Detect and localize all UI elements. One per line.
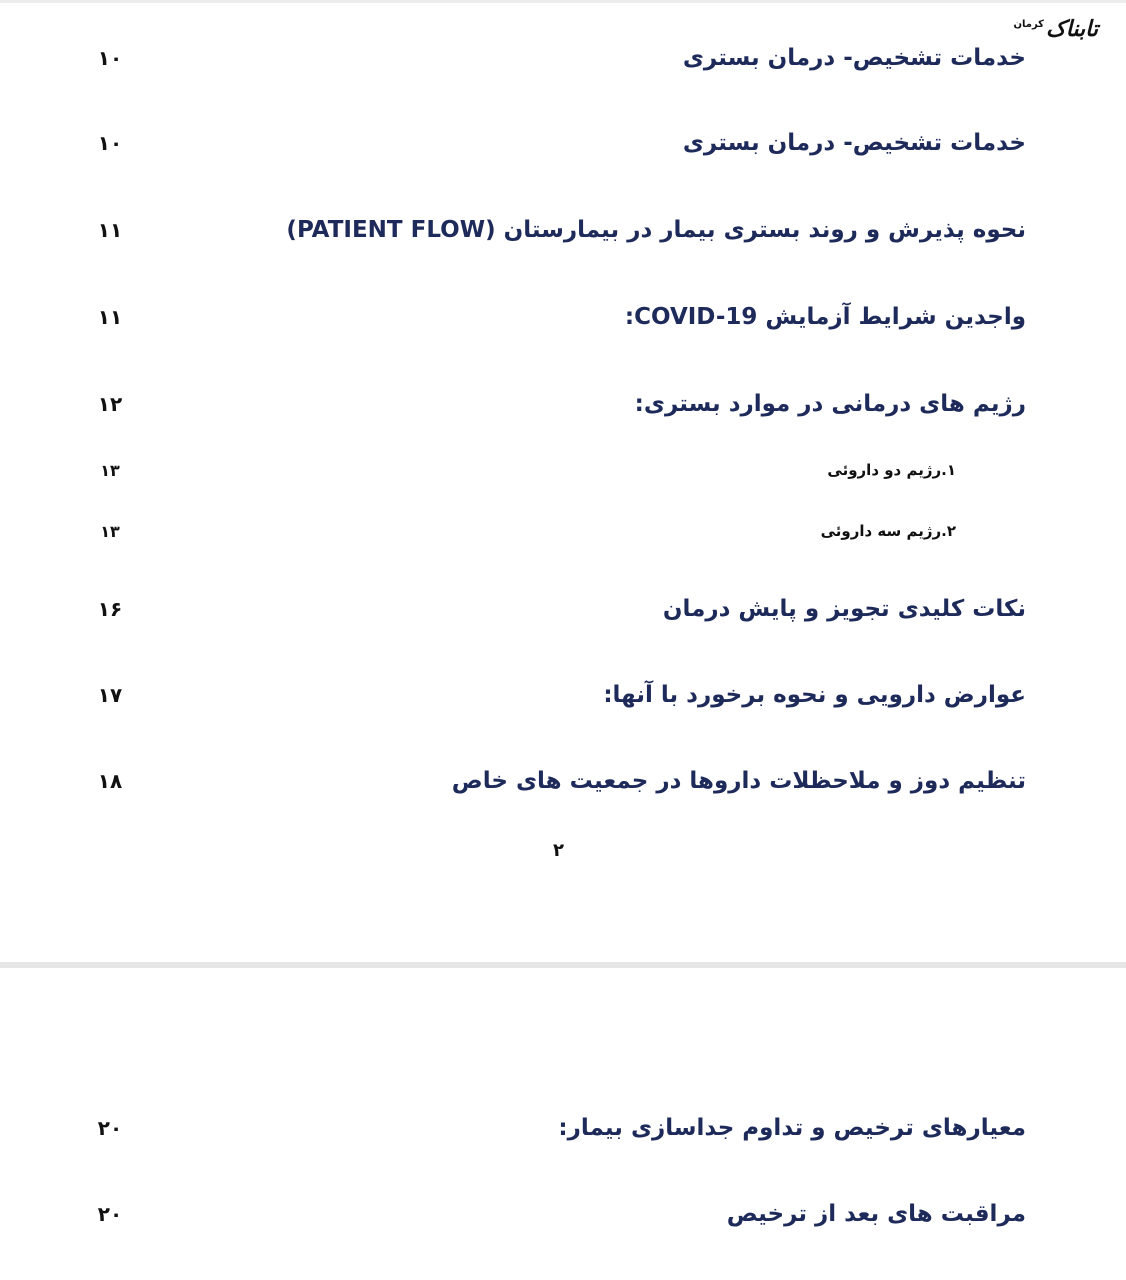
toc-entry-title: نکات کلیدی تجویز و پایش درمان xyxy=(662,596,1026,622)
watermark-logo xyxy=(1013,16,1098,42)
toc-entry[interactable] xyxy=(90,38,1026,78)
toc-entry-page: ۱۱ xyxy=(97,305,123,329)
toc-entry-page: ۱۶ xyxy=(97,597,123,621)
toc-entry[interactable] xyxy=(90,384,1026,424)
toc-entry[interactable] xyxy=(90,210,1026,250)
toc-entry-title: عوارض دارویی و نحوه برخورد با آنها: xyxy=(603,682,1026,708)
toc-entry-page: ۱۸ xyxy=(97,769,123,793)
toc-entry-page: ۱۳ xyxy=(100,521,120,541)
toc-entry-title: خدمات تشخیص- درمان بستری xyxy=(682,130,1026,156)
toc-entry[interactable] xyxy=(90,1108,1026,1148)
toc-entry-page: ۱۷ xyxy=(97,683,123,707)
toc-entry-title: تنظیم دوز و ملاحظلات داروها در جمعیت های خاص xyxy=(451,768,1026,794)
watermark-brand: تابناک xyxy=(1046,16,1098,42)
watermark-city: کرمان xyxy=(1013,19,1045,30)
toc-entry[interactable] xyxy=(90,297,1026,337)
toc-entry-title: مراقبت های بعد از ترخیص xyxy=(726,1201,1026,1227)
toc-subentry[interactable] xyxy=(90,450,956,490)
page-separator xyxy=(0,962,1126,968)
toc-entry[interactable] xyxy=(90,761,1026,801)
toc-entry[interactable] xyxy=(90,675,1026,715)
toc-entry-page: ۱۰ xyxy=(97,46,123,70)
toc-entry-page: ۲۰ xyxy=(97,1202,123,1226)
toc-entry[interactable] xyxy=(90,123,1026,163)
toc-entry-title: ۲.رژیم سه داروئی xyxy=(820,522,956,540)
toc-entry-title: رژیم های درمانی در موارد بستری: xyxy=(634,391,1026,417)
toc-entry-title: واجدین شرایط آزمایش COVID-19: xyxy=(624,304,1026,330)
toc-entry-page: ۲۰ xyxy=(97,1116,123,1140)
toc-entry-page: ۱۱ xyxy=(97,218,123,242)
toc-entry-title: ۱.رژیم دو داروئی xyxy=(827,461,956,479)
toc-entry-title: خدمات تشخیص- درمان بستری xyxy=(682,45,1026,71)
toc-entry-page: ۱۰ xyxy=(97,131,123,155)
page-number: ۲ xyxy=(553,840,564,861)
toc-entry-title: نحوه پذیرش و روند بستری بیمار در بیمارستان (PATIENT FLOW) xyxy=(286,217,1026,243)
toc-entry[interactable] xyxy=(90,589,1026,629)
toc-entry-page: ۱۳ xyxy=(100,460,120,480)
toc-entry-title: معیارهای ترخیص و تداوم جداسازی بیمار: xyxy=(558,1115,1026,1141)
toc-subentry[interactable] xyxy=(90,511,956,551)
toc-entry[interactable] xyxy=(90,1194,1026,1234)
page-top-edge xyxy=(0,0,1126,3)
toc-entry-page: ۱۲ xyxy=(97,392,123,416)
